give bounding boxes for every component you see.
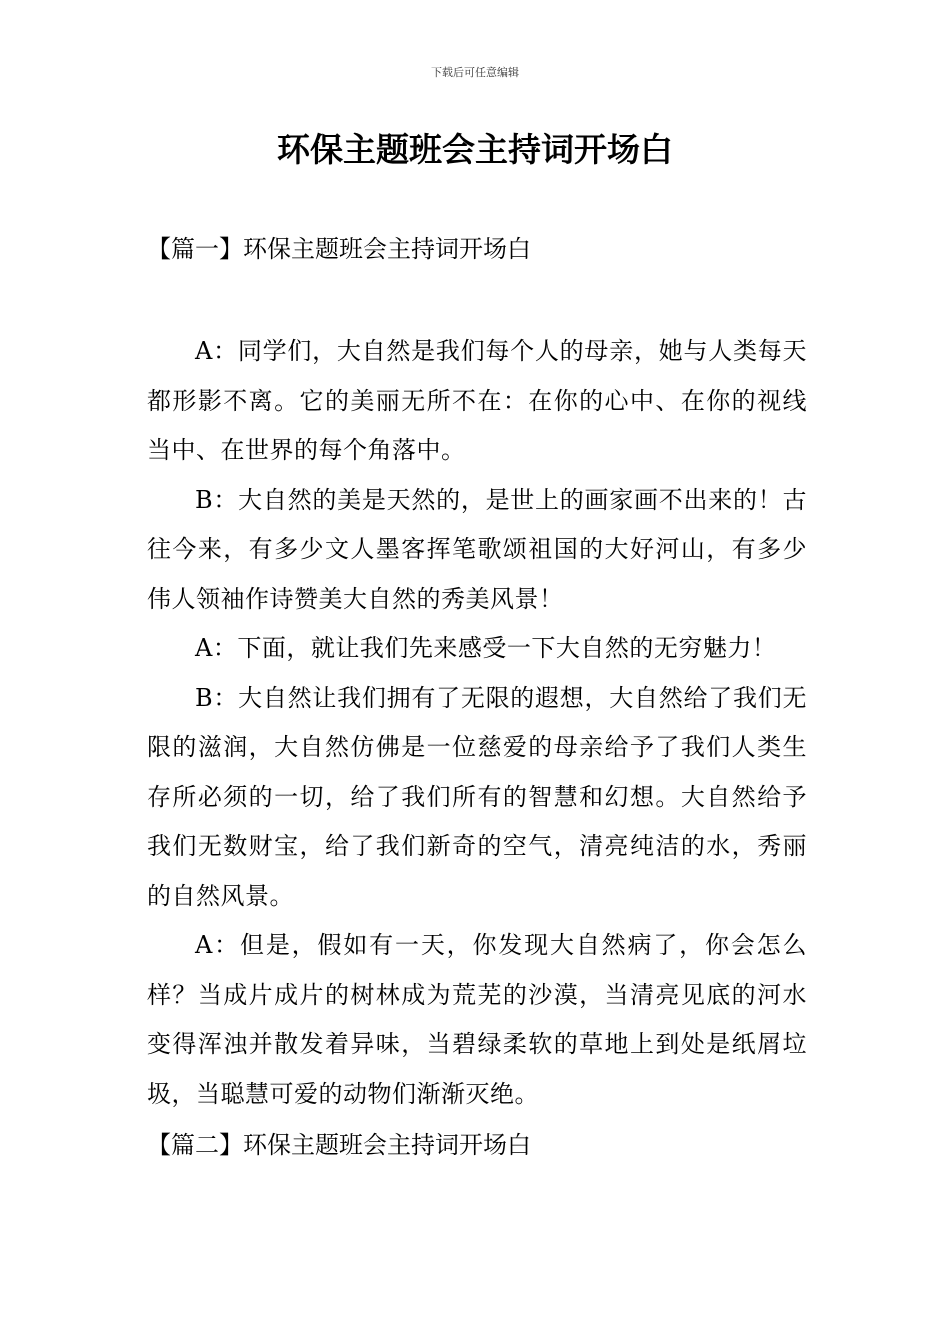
section-heading-2: 【篇二】环保主题班会主持词开场白 <box>147 1131 531 1159</box>
document-title: 环保主题班会主持词开场白 <box>277 130 673 169</box>
section-1-body <box>147 327 807 1119</box>
header-note: 下载后可任意编辑 <box>431 66 519 79</box>
paragraph-1: A：同学们，大自然是我们每个人的母亲，她与人类每天都形影不离。它的美丽无所不在：在你的心中、在你的视线当中、在世界的每个角落中。 <box>147 337 807 464</box>
paragraph-4: B：大自然让我们拥有了无限的遐想，大自然给了我们无限的滋润，大自然仿佛是一位慈爱的母亲给予了我们人类生存所必须的一切，给了我们所有的智慧和幻想。大自然给予我们无数财宝，给了我们新奇的空气，清亮纯洁的水，秀丽的自然风景。 <box>147 683 807 910</box>
paragraph-5: A：但是，假如有一天，你发现大自然病了，你会怎么样？当成片成片的树林成为荒芜的沙漠，当清亮见底的河水变得浑浊并散发着异味，当碧绿柔软的草地上到处是纸屑垃圾，当聪慧可爱的动物们渐渐灭绝。 <box>147 931 807 1108</box>
paragraph-3: A：下面，就让我们先来感受一下大自然的无穷魅力！ <box>195 634 777 662</box>
paragraph-2: B：大自然的美是天然的，是世上的画家画不出来的！古往今来，有多少文人墨客挥笔歌颂祖国的大好河山，有多少伟人领袖作诗赞美大自然的秀美风景！ <box>147 485 807 613</box>
section-heading-1: 【篇一】环保主题班会主持词开场白 <box>147 235 531 263</box>
